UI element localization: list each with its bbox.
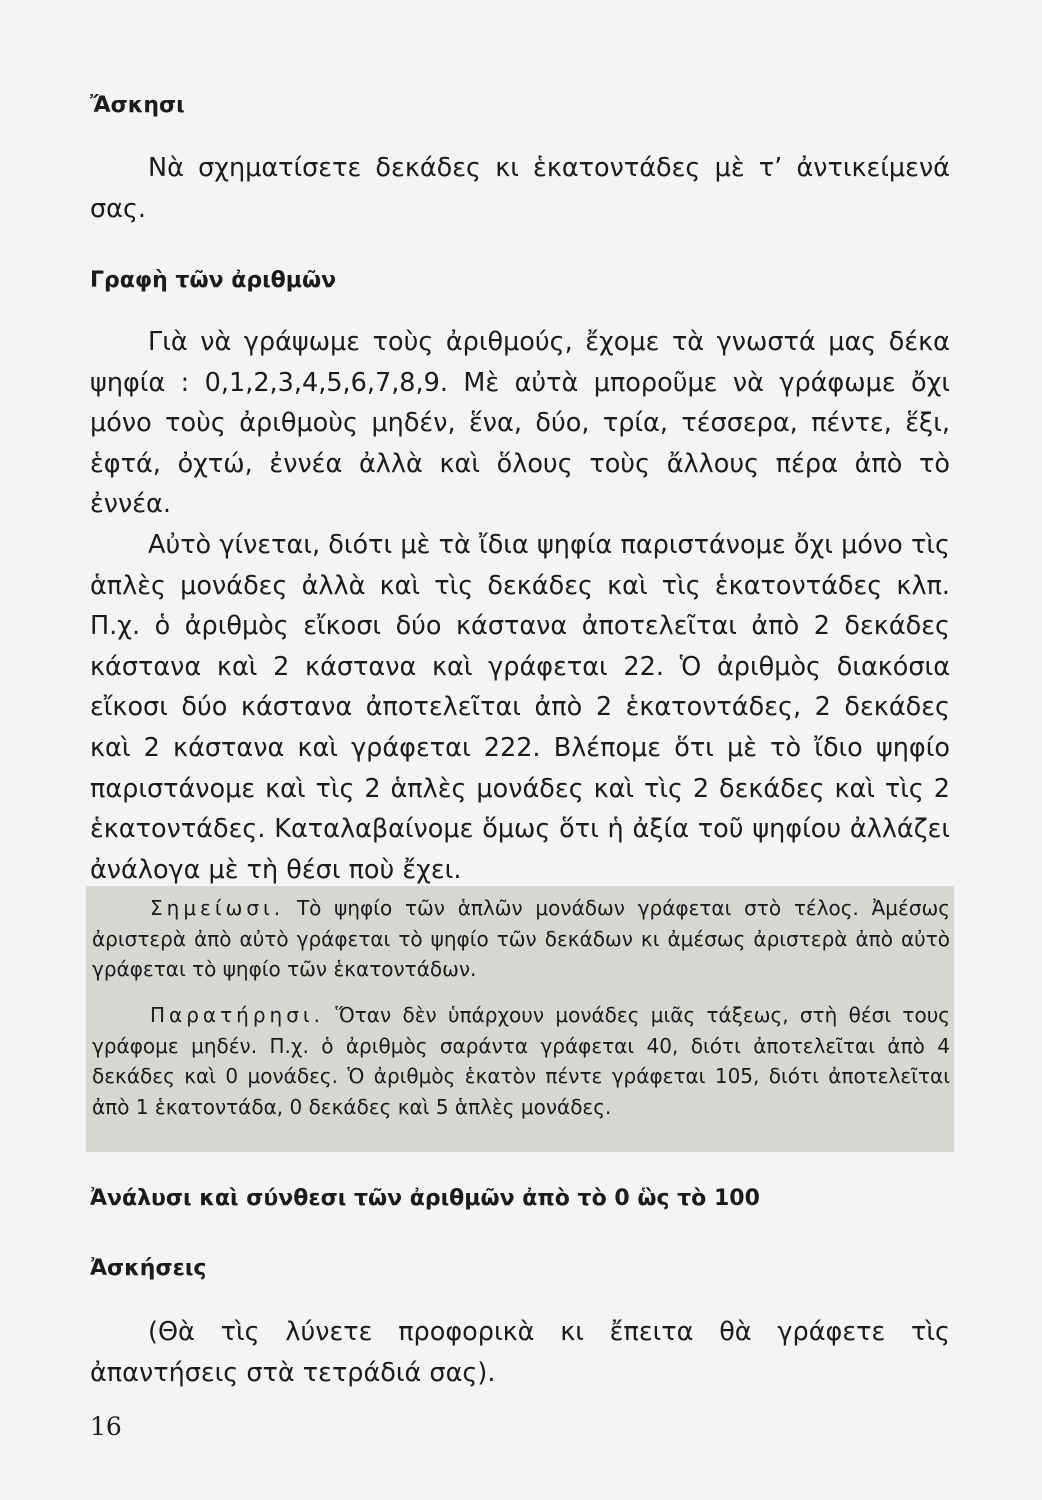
page-number: 16 [90, 1412, 122, 1441]
exercises-instructions-text: (Θὰ τὶς λύνετε προφορικὰ κι ἔπειτα θὰ γράφετε τὶς ἀπαντήσεις στὰ τετράδιά σας). [90, 1317, 950, 1388]
note-text: Τὸ ψηφίο τῶν ἁπλῶν μονάδων γράφεται στὸ τέλος. Ἀμέσως ἀριστερὰ ἀπὸ αὐτὸ γράφεται τὸ ψηφίο τῶν δεκάδων κι ἀμέσως ἀριστερὰ ἀπὸ αὐτὸ γράφεται τὸ ψηφίο τῶν ἑκατοντάδων. [92, 896, 951, 981]
exercise-heading: Ἄσκησι [90, 93, 185, 118]
writing-paragraph-1-text: Γιὰ νὰ γράψωμε τοὺς ἀριθμούς, ἔχομε τὰ γνωστά μας δέκα ψηφία : 0,1,2,3,4,5,6,7,8,9. Μὲ αὐτὰ μποροῦμε νὰ γράφωμε ὄχι μόνο τοὺς ἀριθμοὺς μηδέν, ἕνα, δύο, τρία, τέσσερα, πέντε, ἕξι, ἑφτά, ὀχτώ, ἐννέα ἀλλὰ καὶ ὅλους τοὺς ἄλλους πέρα ἀπὸ τὸ ἐννέα. [90, 327, 950, 520]
note-label: Σημείωσι. [150, 896, 285, 920]
observation-paragraph [92, 1000, 950, 1122]
exercise-text [90, 148, 950, 229]
analysis-heading: Ἀνάλυσι καὶ σύνθεσι τῶν ἀριθμῶν ἀπὸ τὸ 0 ὣς τὸ 100 [90, 1186, 760, 1211]
exercise-text-content: Νὰ σχηματίσετε δεκάδες κι ἑκατοντάδες μὲ τ’ ἀντικείμενά σας. [90, 153, 950, 224]
observation-text: Ὅταν δὲν ὑπάρχουν μονάδες μιᾶς τάξεως, στὴ θέσι τους γράφομε μηδέν. Π.χ. ὁ ἀριθμὸς σαράντα γράφεται 40, διότι ἀποτελεῖται ἀπὸ 4 δεκάδες καὶ 0 μονάδες. Ὁ ἀριθμὸς ἑκατὸν πέντε γράφεται 105, διότι ἀποτελεῖται ἀπὸ 1 ἑκατοντάδα, 0 δεκάδες καὶ 5 ἁπλὲς μονάδες. [92, 1003, 950, 1119]
writing-paragraph-2 [90, 525, 950, 890]
writing-numbers-heading: Γραφὴ τῶν ἀριθμῶν [90, 268, 337, 293]
writing-paragraph-2-text: Αὐτὸ γίνεται, διότι μὲ τὰ ἴδια ψηφία παριστάνομε ὄχι μόνο τὶς ἁπλὲς μονάδες ἀλλὰ καὶ τὶς δεκάδες καὶ τὶς ἑκατοντάδες κλπ. Π.χ. ὁ ἀριθμὸς εἴκοσι δύο κάστανα ἀποτελεῖται ἀπὸ 2 δεκάδες κάστανα καὶ 2 κάστανα καὶ γράφεται 22. Ὁ ἀριθμὸς διακόσια εἴκοσι δύο κάστανα ἀποτελεῖται ἀπὸ 2 ἑκατοντάδες, 2 δεκάδες καὶ 2 κάστανα καὶ γράφεται 222. Βλέπομε ὅτι μὲ τὸ ἴδιο ψηφίο παριστάνομε καὶ τὶς 2 ἁπλὲς μονάδες καὶ τὶς 2 δεκάδες καὶ τὶς 2 ἑκατοντάδες. Καταλαβαίνομε ὅμως ὅτι ἡ ἀξία τοῦ ψηφίου ἀλλάζει ἀνάλογα μὲ τὴ θέσι ποὺ ἔχει. [90, 530, 950, 885]
exercises-instructions [90, 1312, 950, 1393]
exercises-heading: Ἀσκήσεις [90, 1256, 207, 1281]
observation-label: Παρατήρησι. [150, 1003, 324, 1027]
note-paragraph [92, 893, 950, 985]
writing-paragraph-1 [90, 322, 950, 525]
